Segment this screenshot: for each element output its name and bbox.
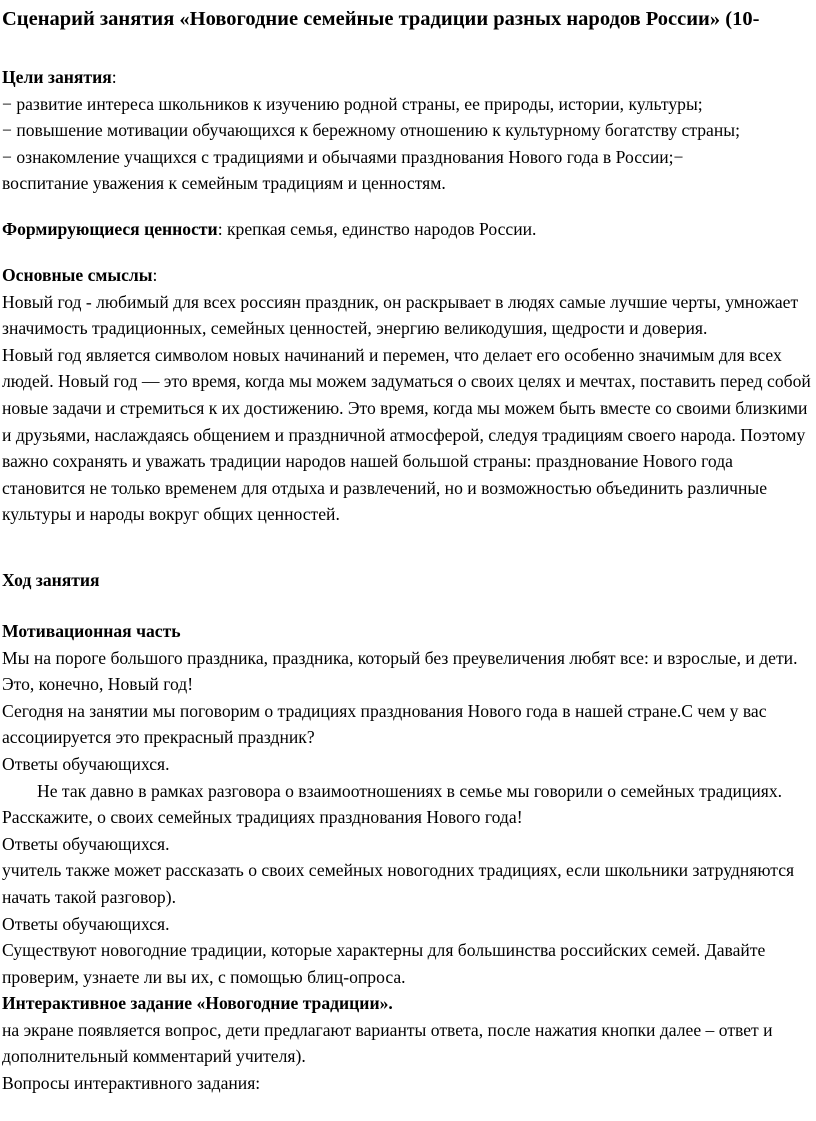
values-section	[2, 216, 816, 243]
motivation-line-8: Существуют новогодние традиции, которые характерны для большинства российских семей. Давайте проверим, узнаете ли вы их, с помощью блиц-опроса.	[2, 940, 766, 987]
motivation-line-1: Мы на пороге большого праздника, праздника, который без преувеличения любят все: и взрослые, и дети. Это, конечно, Новый год!	[2, 647, 798, 695]
motivation-line-6: учитель также может рассказать о своих семейных новогодних традициях, если школьники затрудняются начать такой разговор).	[2, 860, 795, 907]
meanings-heading-line	[2, 262, 816, 289]
values-line	[2, 216, 816, 243]
meanings-section	[2, 262, 816, 528]
motivation-heading: Мотивационная часть	[2, 621, 181, 641]
motivation-line-7: Ответы обучающихся.	[2, 913, 170, 934]
goal-item-3: − ознакомление учащихся с традициями и обычаями празднования Нового года в России;−	[2, 146, 684, 167]
page-title: Сценарий занятия «Новогодние семейные традиции разных народов России» (10-	[2, 8, 760, 30]
meanings-colon: :	[152, 265, 158, 285]
meanings-paragraph-2: Новый год является символом новых начинаний и перемен, что делает его особенно значимым для всех людей. Новый год — это время, когда мы можем задуматься о своих целях и мечтах, поставить перед собой новые задачи и стремиться к их достижению. Это время, когда мы можем быть вместе со своими близкими и друзьями, наслаждаясь общением и праздничной атмосферой, следуя традициям своего народа. Поэтому важно сохранять и уважать традиции народов нашей большой страны: празднование Нового года становится не только временем для отдыха и развлечений, но и возможностью объединить различные культуры и народы вокруг общих ценностей.	[2, 344, 811, 525]
goal-item-1: − развитие интереса школьников к изучению родной страны, ее природы, истории, культуры;	[2, 93, 703, 114]
meanings-heading: Основные смыслы	[2, 265, 153, 285]
values-heading: Формирующиеся ценности	[2, 219, 218, 239]
motivation-section	[2, 618, 816, 990]
motivation-line-4: Не так давно в рамках разговора о взаимоотношениях в семье мы говорили о семейных традициях. Расскажите, о своих семейных традициях празднования Нового года!	[2, 780, 783, 828]
goals-section	[2, 64, 816, 197]
interactive-section	[2, 990, 816, 1096]
goal-item-2: − повышение мотивации обучающихся к бережному отношению к культурному богатству страны;	[2, 120, 740, 141]
interactive-heading: Интерактивное задание «Новогодние традиции».	[2, 993, 393, 1013]
goal-item-4: воспитание уважения к семейным традициям и ценностям.	[2, 173, 446, 194]
values-text: : крепкая семья, единство народов России.	[217, 219, 537, 239]
motivation-line-2: Сегодня на занятии мы поговорим о традициях празднования Нового года в нашей стране.С чем у вас ассоциируется это прекрасный праздник?	[2, 700, 767, 748]
motivation-line-5: Ответы обучающихся.	[2, 833, 170, 854]
goals-heading-line	[2, 64, 816, 91]
interactive-line-1: на экране появляется вопрос, дети предлагают варианты ответа, после нажатия кнопки далее – ответ и дополнительный комментарий учителя).	[2, 1019, 773, 1067]
goals-heading: Цели занятия	[2, 67, 112, 87]
interactive-line-2: Вопросы интерактивного задания:	[2, 1072, 261, 1093]
motivation-line-3: Ответы обучающихся.	[2, 753, 170, 774]
goals-colon: :	[111, 67, 117, 87]
meanings-paragraph-1: Новый год - любимый для всех россиян праздник, он раскрывает в людях самые лучшие черты, умножает значимость традиционных, семейных ценностей, энергию великодушия, щедрости и доверия.	[2, 291, 799, 339]
course-heading: Ход занятия	[2, 570, 100, 590]
course-section	[2, 567, 816, 594]
